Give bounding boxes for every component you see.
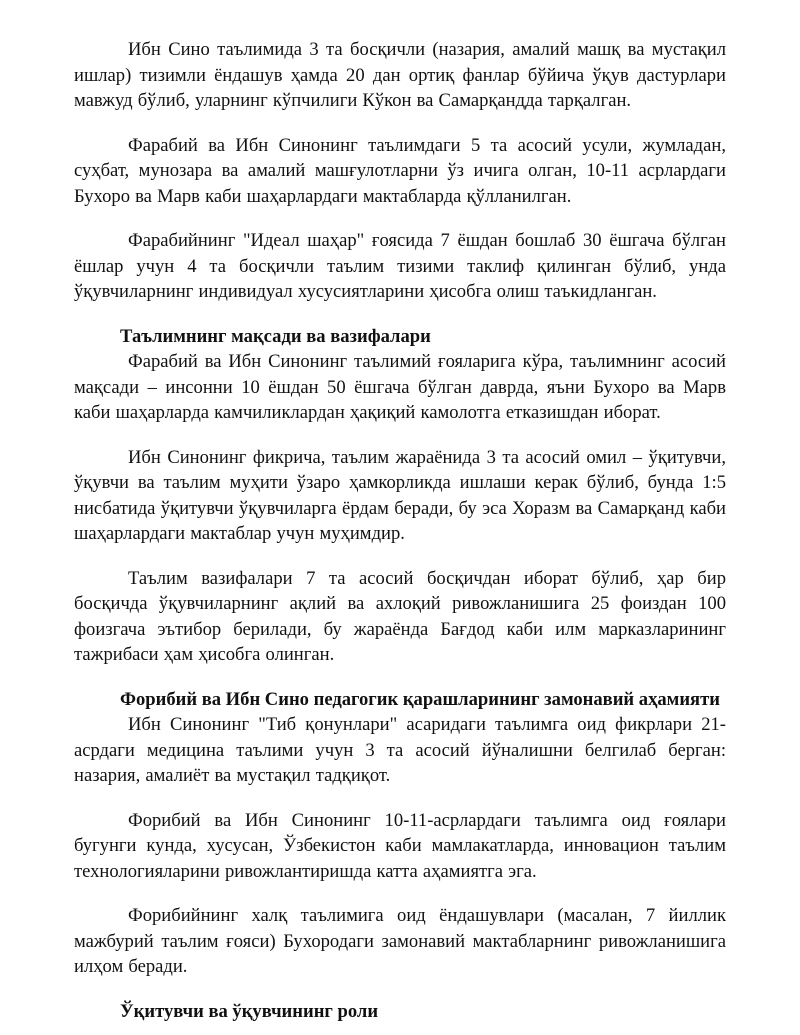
paragraph-five-methods: Фарабий ва Ибн Синонинг таълимдаги 5 та асосий усули, жумладан, суҳбат, мунозара ва амалий машғулотларни ўз ичига олган, 10-11 асрлардаги Бухоро ва Марв каби шаҳарлардаги мактабларда қўлланилган.: [74, 134, 726, 207]
paragraph-public-education: Форибийнинг халқ таълимига оид ёндашувлари (масалан, 7 йиллик мажбурий таълим ғояси) Бухородаги замонавий мактабларнинг ривожланишига илҳом беради.: [74, 905, 726, 977]
section-heading-modern-significance: Форибий ва Ибн Сино педагогик қарашларининг замонавий аҳамияти: [120, 688, 720, 710]
section-heading-teacher-student-role: Ўқитувчи ва ўқувчининг роли: [120, 1000, 379, 1022]
paragraph-three-factors: Ибн Синонинг фикрича, таълим жараёнида 3 та асосий омил – ўқитувчи, ўқувчи ва таълим муҳити ўзаро ҳамкорликда ишлаши керак бўлиб, бунда 1:5 нисбатида ўқитувчи ўқувчиларга ёрдам беради, бу эса Хоразм ва Самарқанд каби шаҳарлардаги мактаблар учун муҳимдир.: [74, 446, 726, 544]
paragraph-seven-stages: Таълим вазифалари 7 та асосий босқичдан иборат бўлиб, ҳар бир босқичда ўқувчиларнинг ақлий ва ахлоқий ривожланишига 25 фоиздан 100 фоизгача эътибор берилади, бу жараёнда Бағдод каби илм марказларининг тажрибаси ҳам ҳисобга олинган.: [74, 567, 726, 665]
paragraph-innovative-technologies: Форибий ва Ибн Синонинг 10-11-асрлардаги таълимга оид ғоялари бугунги кунда, хусусан, Ўзбекистон каби мамлакатларда, инновацион таълим технологияларини ривожлантиришда катта аҳамиятга эга.: [74, 809, 726, 882]
paragraph-ideal-city: Фарабийнинг "Идеал шаҳар" ғоясида 7 ёшдан бошлаб 30 ёшгача бўлган ёшлар учун 4 та босқичли таълим тизими таклиф қилинган бўлиб, унда ўқувчиларнинг индивидуал хусусиятларини ҳисобга олиш таъкидланган.: [74, 230, 726, 302]
paragraph-ibn-sino-three-stages: Ибн Сино таълимида 3 та босқичли (назария, амалий машқ ва мустақил ишлар) тизимли ёндашув ҳамда 20 дан ортиқ фанлар бўйича ўқув дастурлари мавжуд бўлиб, уларнинг кўпчилиги Кўкон ва Самарқандда тарқалган.: [74, 39, 726, 111]
section-heading-goals: Таълимнинг мақсади ва вазифалари: [120, 325, 431, 347]
paragraph-main-goal: Фарабий ва Ибн Синонинг таълимий ғояларига кўра, таълимнинг асосий мақсади – инсонни 10 ёшдан 50 ёшгача бўлган даврда, яъни Бухоро ва Марв каби шаҳарларда камчиликлардан ҳақиқий камолотга етказишдан иборат.: [74, 351, 726, 423]
paragraph-canon-of-medicine: Ибн Синонинг "Тиб қонунлари" асаридаги таълимга оид фикрлари 21-асрдаги медицина таълими учун 3 та асосий йўналишни белгилаб берган: назария, амалиёт ва мустақил тадқиқот.: [74, 714, 726, 786]
